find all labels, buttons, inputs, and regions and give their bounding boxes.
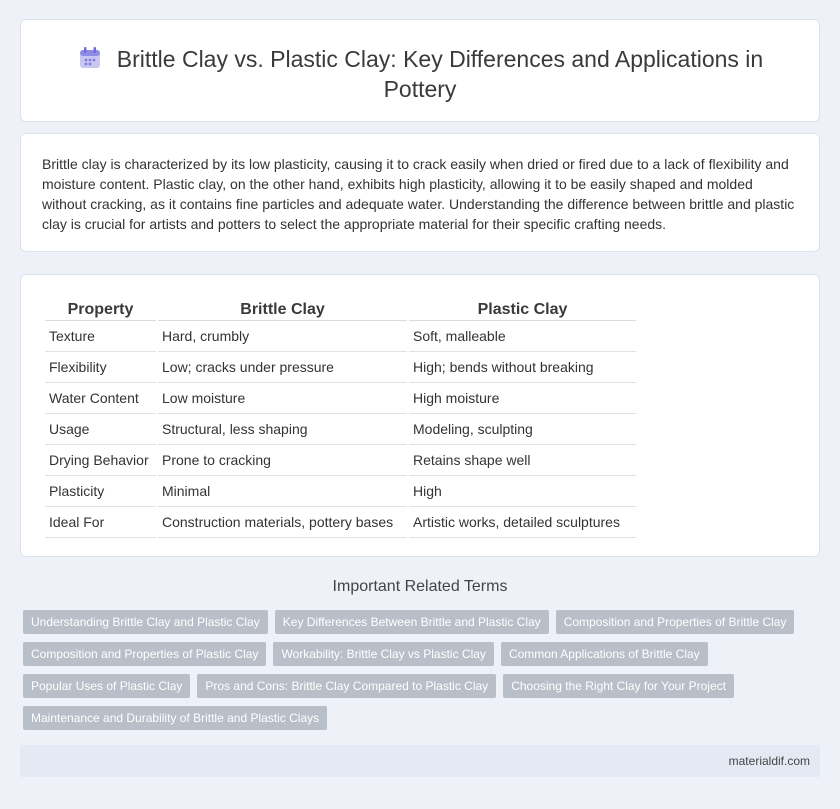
table-cell: Low; cracks under pressure: [158, 352, 407, 383]
header-property: Property: [45, 295, 156, 321]
related-term-tag[interactable]: Key Differences Between Brittle and Plastic Clay: [275, 610, 549, 634]
comparison-card: [20, 274, 820, 557]
table-row: [45, 383, 636, 414]
header-plastic-clay: Plastic Clay: [409, 295, 636, 321]
table-cell: Ideal For: [45, 507, 156, 538]
table-cell: Hard, crumbly: [158, 321, 407, 352]
related-term-tag[interactable]: Popular Uses of Plastic Clay: [23, 674, 190, 698]
table-cell: Usage: [45, 414, 156, 445]
table-cell: Low moisture: [158, 383, 407, 414]
table-cell: Modeling, sculpting: [409, 414, 636, 445]
related-term-tag[interactable]: Maintenance and Durability of Brittle and Plastic Clays: [23, 706, 327, 730]
related-term-tag[interactable]: Choosing the Right Clay for Your Project: [503, 674, 734, 698]
table-row: [45, 507, 636, 538]
related-term-tag[interactable]: Composition and Properties of Plastic Clay: [23, 642, 266, 666]
footer-site-link[interactable]: materialdif.com: [728, 754, 810, 768]
table-cell: Texture: [45, 321, 156, 352]
related-terms-list: [23, 610, 823, 738]
table-cell: Minimal: [158, 476, 407, 507]
related-term-tag[interactable]: Common Applications of Brittle Clay: [501, 642, 708, 666]
intro-card: [20, 133, 820, 252]
table-cell: Soft, malleable: [409, 321, 636, 352]
related-term-tag[interactable]: Composition and Properties of Brittle Clay: [556, 610, 795, 634]
table-cell: High; bends without breaking: [409, 352, 636, 383]
table-cell: Flexibility: [45, 352, 156, 383]
table-cell: Structural, less shaping: [158, 414, 407, 445]
table-row: [45, 352, 636, 383]
table-cell: Plasticity: [45, 476, 156, 507]
table-row: [45, 414, 636, 445]
intro-paragraph: Brittle clay is characterized by its low plasticity, causing it to crack easily when dried or fired due to a lack of flexibility and moisture content. Plastic clay, on the other hand, exhibits high plasticity, allowing it to be easily shaped and molded without cracking, as it contains fine particles and adequate water. Understanding the difference between brittle and plastic clay is crucial for artists and potters to select the appropriate material for their specific crafting needs.: [42, 156, 795, 232]
table-cell: High moisture: [409, 383, 636, 414]
table-cell: Water Content: [45, 383, 156, 414]
related-terms-heading: Important Related Terms: [332, 578, 508, 595]
comparison-table: [43, 295, 638, 538]
table-header-row: [45, 295, 636, 321]
page-title: Brittle Clay vs. Plastic Clay: Key Differences and Applications in Pottery: [116, 46, 764, 102]
table-row: [45, 476, 636, 507]
table-row: [45, 445, 636, 476]
related-term-tag[interactable]: Understanding Brittle Clay and Plastic Clay: [23, 610, 268, 634]
table-cell: Retains shape well: [409, 445, 636, 476]
related-term-tag[interactable]: Workability: Brittle Clay vs Plastic Clay: [273, 642, 494, 666]
table-cell: Artistic works, detailed sculptures: [409, 507, 636, 538]
header-brittle-clay: Brittle Clay: [158, 295, 407, 321]
table-cell: Drying Behavior: [45, 445, 156, 476]
table-cell: Construction materials, pottery bases: [158, 507, 407, 538]
table-cell: Prone to cracking: [158, 445, 407, 476]
title-card: [20, 19, 820, 122]
calendar-icon: [77, 45, 103, 71]
footer: [20, 745, 820, 777]
page-title-wrap: [61, 44, 779, 104]
table-row: [45, 321, 636, 352]
related-term-tag[interactable]: Pros and Cons: Brittle Clay Compared to Plastic Clay: [197, 674, 496, 698]
table-cell: High: [409, 476, 636, 507]
